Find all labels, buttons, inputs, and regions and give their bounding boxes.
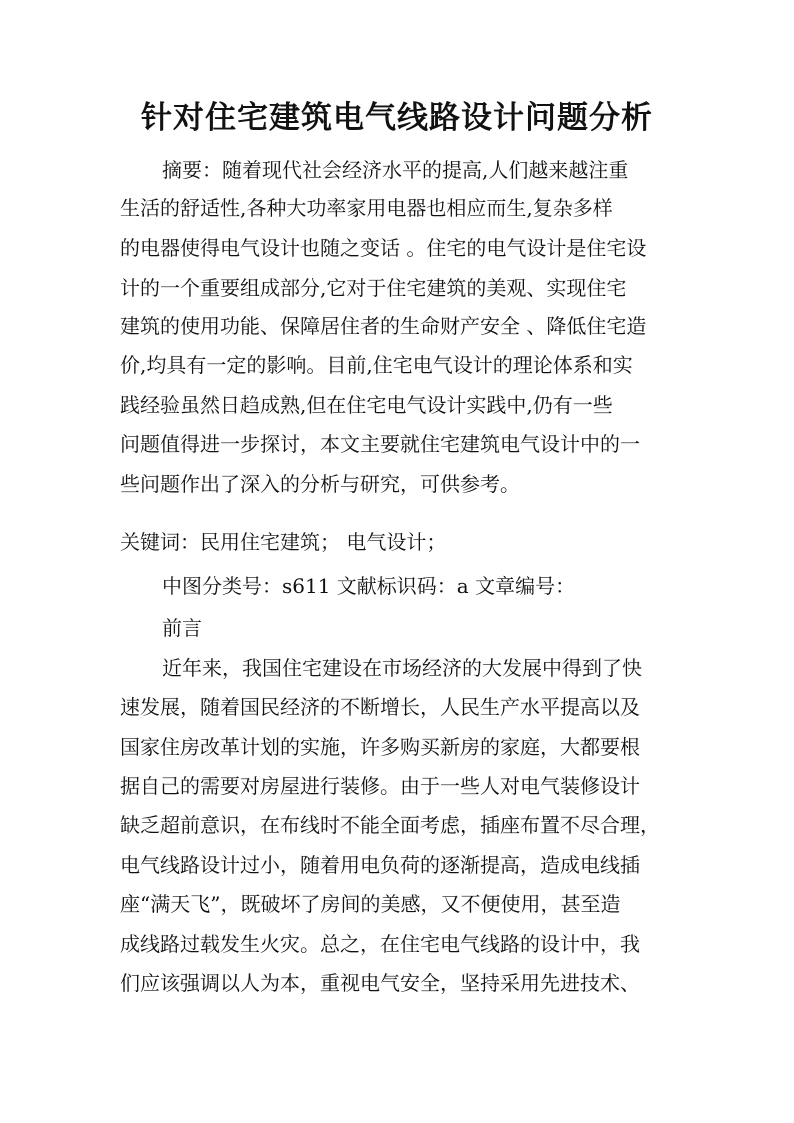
body-line-5: 缺乏超前意识，在布线时不能全面考虑，插座布置不尽合理， xyxy=(120,813,660,837)
abstract-line-7: 践经验虽然日趋成熟,但在住宅电气设计实践中,仍有一些 xyxy=(120,393,613,417)
keywords-line: 关键词：民用住宅建筑； 电气设计； xyxy=(120,530,447,554)
classification-line: 中图分类号：s611 文献标识码：a 文章编号： xyxy=(162,574,576,598)
body-line-8: 成线路过载发生火灾。总之，在住宅电气线路的设计中，我 xyxy=(120,932,640,956)
body-line-9: 们应该强调以人为本，重视电气安全，坚持采用先进技术、 xyxy=(120,971,640,995)
abstract-line-2: 生活的舒适性,各种大功率家用电器也相应而生,复杂多样 xyxy=(120,196,613,220)
abstract-line-5: 建筑的使用功能、保障居住者的生命财产安全 、降低住宅造 xyxy=(120,314,647,338)
body-line-3: 国家住房改革计划的实施，许多购买新房的家庭，大都要根 xyxy=(120,735,640,759)
section-heading-preface: 前言 xyxy=(162,616,202,640)
body-line-4: 据自己的需要对房屋进行装修。由于一些人对电气装修设计 xyxy=(120,774,640,798)
abstract-line-8: 问题值得进一步探讨，本文主要就住宅建筑电气设计中的一 xyxy=(120,432,640,456)
document-title: 针对住宅建筑电气线路设计问题分析 xyxy=(141,100,653,136)
body-line-2: 速发展，随着国民经济的不断增长，人民生产水平提高以及 xyxy=(120,695,640,719)
abstract-line-9: 些问题作出了深入的分析与研究，可供参考。 xyxy=(120,472,520,496)
body-line-7: 座“满天飞”，既破坏了房间的美感，又不便使用，甚至造 xyxy=(120,892,621,916)
abstract-line-4: 计的一个重要组成部分,它对于住宅建筑的美观、实现住宅 xyxy=(120,276,627,300)
abstract-line-6: 价,均具有一定的影响。目前,住宅电气设计的理论体系和实 xyxy=(120,353,633,377)
abstract-line-3: 的电器使得电气设计也随之变话 。住宅的电气设计是住宅设 xyxy=(120,236,647,260)
body-line-1: 近年来，我国住宅建设在市场经济的大发展中得到了快 xyxy=(162,656,642,680)
abstract-line-1: 摘要：随着现代社会经济水平的提高,人们越来越注重 xyxy=(162,158,629,182)
body-line-6: 电气线路设计过小，随着用电负荷的逐渐提高，造成电线插 xyxy=(120,853,640,877)
